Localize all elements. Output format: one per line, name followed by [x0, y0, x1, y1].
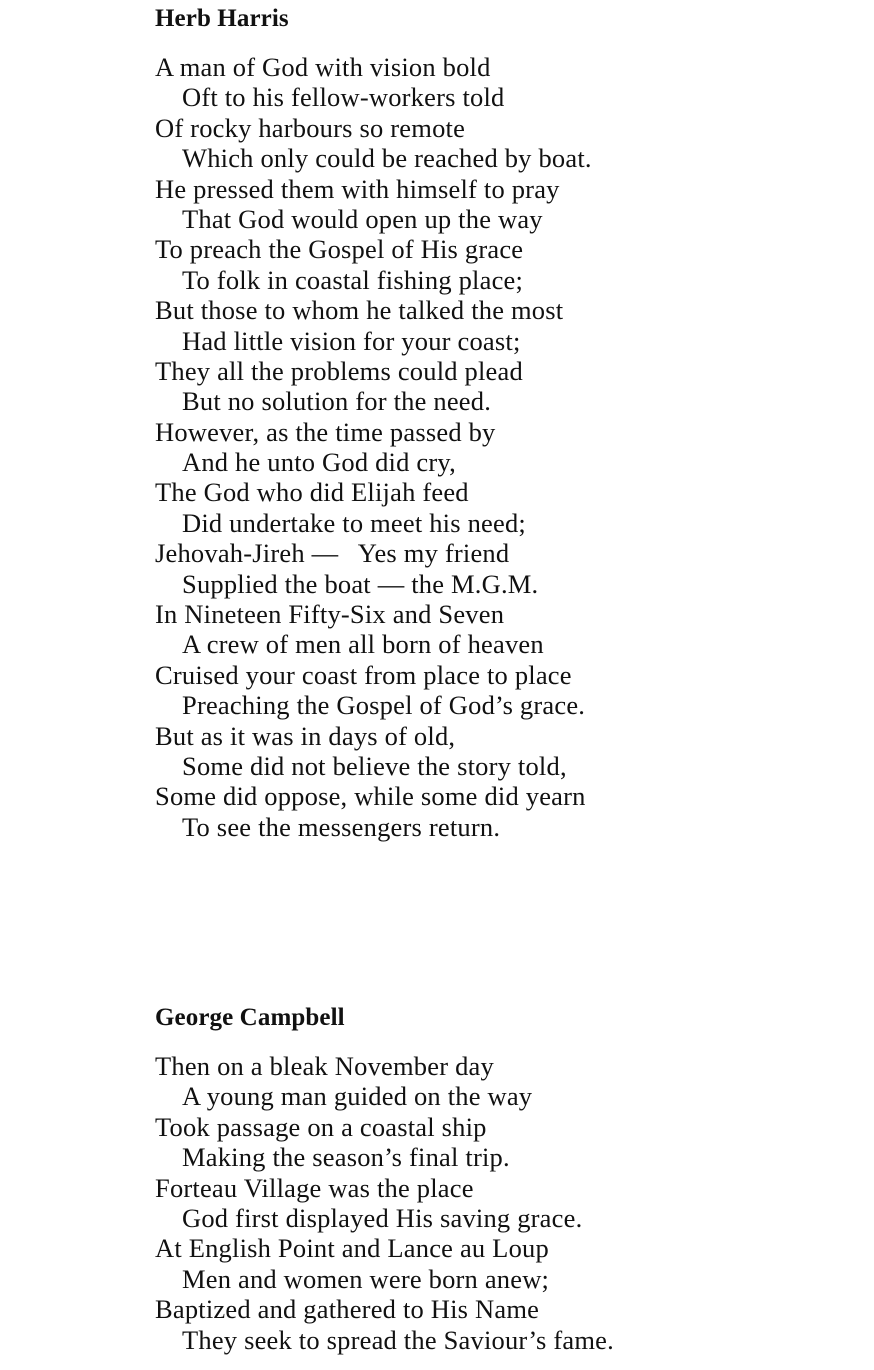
poem-line-indented: A crew of men all born of heaven — [182, 629, 544, 660]
poem-line-indented: Supplied the boat — the M.G.M. — [182, 568, 539, 599]
poem-line-indented: That God would open up the way — [182, 203, 543, 234]
poem-line: Some did oppose, while some did yearn — [155, 781, 586, 812]
section-title: Herb Harris — [155, 5, 289, 32]
poem-line: He pressed them with himself to pray — [155, 173, 560, 204]
poem-line-indented: Had little vision for your coast; — [182, 325, 521, 356]
poem-line: But as it was in days of old, — [155, 720, 456, 751]
poem-line: They all the problems could plead — [155, 355, 523, 386]
poem-line-indented: God first displayed His saving grace. — [182, 1202, 583, 1233]
poem-line: Jehovah-Jireh — Yes my friend — [155, 538, 510, 569]
poem-line: However, as the time passed by — [155, 416, 496, 447]
poem-line-indented: Which only could be reached by boat. — [182, 143, 592, 174]
poem-line: But those to whom he talked the most — [155, 295, 564, 326]
poem-line: Took passage on a coastal ship — [155, 1111, 487, 1142]
poem-line-indented: A young man guided on the way — [182, 1081, 533, 1112]
poem-line: A man of God with vision bold — [155, 52, 491, 82]
poem-line-indented: Did undertake to meet his need; — [182, 507, 526, 538]
section-title: George Campbell — [155, 1004, 345, 1031]
poem-line: Of rocky harbours so remote — [155, 112, 466, 143]
poem-line-indented: They seek to spread the Saviour’s fame. — [182, 1324, 614, 1355]
poem-line: Forteau Village was the place — [155, 1172, 474, 1203]
poem-line: In Nineteen Fifty-Six and Seven — [155, 599, 505, 630]
poem-line-indented: Making the season’s final trip. — [182, 1142, 510, 1173]
poem-line-indented: Men and women were born anew; — [182, 1263, 550, 1294]
poem-line: Cruised your coast from place to place — [155, 659, 572, 690]
poem-line-indented: To see the messengers return. — [182, 811, 501, 842]
poem-line: Then on a bleak November day — [155, 1051, 494, 1081]
poem-body — [155, 1051, 795, 1355]
poem-line-indented: And he unto God did cry, — [182, 447, 456, 478]
poem-section-george-campbell — [155, 1001, 795, 1355]
poem-line-indented: But no solution for the need. — [182, 386, 492, 417]
poem-line: The God who did Elijah feed — [155, 477, 469, 508]
poem-line-indented: Some did not believe the story told, — [182, 750, 567, 781]
poem-line: Baptized and gathered to His Name — [155, 1294, 540, 1325]
poem-line-indented: Oft to his fellow-workers told — [182, 82, 505, 113]
poem-body — [155, 52, 795, 842]
poem-section-herb-harris — [155, 2, 795, 842]
poem-line: To preach the Gospel of His grace — [155, 234, 524, 265]
poem-line-indented: Preaching the Gospel of God’s grace. — [182, 690, 586, 721]
poem-line-indented: To folk in coastal fishing place; — [182, 264, 524, 295]
poem-line: At English Point and Lance au Loup — [155, 1233, 549, 1264]
